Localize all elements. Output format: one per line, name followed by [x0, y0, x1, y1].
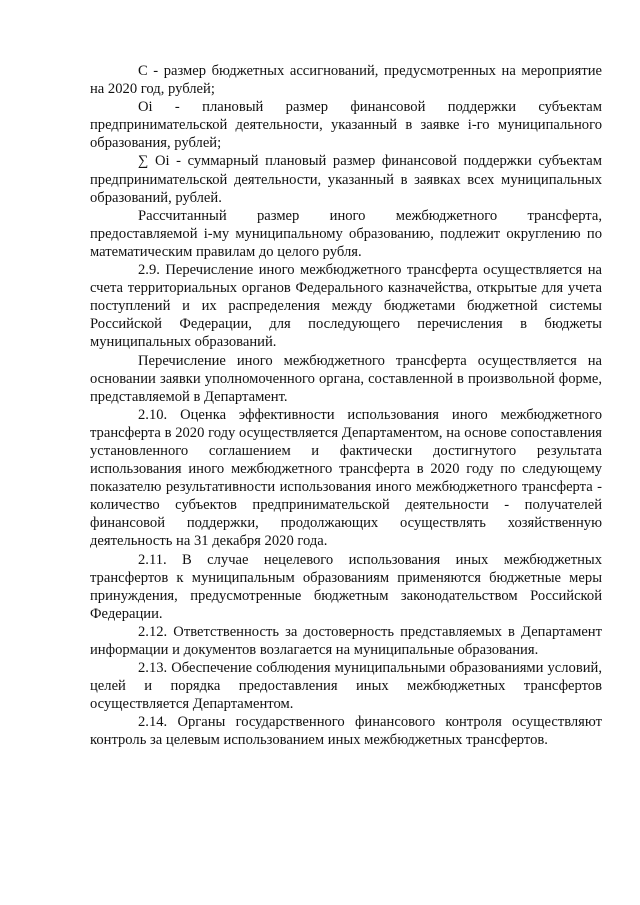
paragraph-2-11: 2.11. В случае нецелевого использования иных межбюджетных трансфертов к муниципальным образованиям применяются бюджетные меры принуждения, предусмотренные бюджетным законодательством Российской Федерации.	[90, 551, 602, 622]
paragraph-rounding: Рассчитанный размер иного межбюджетного трансферта, предоставляемой i-му муниципальному образованию, подлежит округлению по математическим правилам до целого рубля.	[90, 207, 602, 260]
paragraph-2-14: 2.14. Органы государственного финансового контроля осуществляют контроль за целевым использованием иных межбюджетных трансфертов.	[90, 714, 602, 749]
paragraph-2-12: 2.12. Ответственность за достоверность представляемых в Департамент информации и документов возлагается на муниципальные образования.	[90, 623, 602, 658]
paragraph-2-9: 2.9. Перечисление иного межбюджетного трансферта осуществляется на счета территориальных органов Федерального казначейства, открытые для учета поступлений и их распределения между бюджетами бюджетной системы Российской Федерации, для последующего перечисления в бюджеты муниципальных образований.	[90, 262, 602, 351]
paragraph-transfer-basis: Перечисление иного межбюджетного трансферта осуществляется на основании заявки уполномоченного органа, составленной в произвольной форме, представляемой в Департамент.	[90, 352, 602, 405]
paragraph-2-10: 2.10. Оценка эффективности использования иного межбюджетного трансферта в 2020 году осуществляется Департаментом, на основе сопоставления установленного соглашением и фактически достигнутого результата использования иного межбюджетного трансферта в 2020 году по следующему показателю результативности использования иного межбюджетного трансферта - количество субъектов предпринимательской деятельности - получателей финансовой поддержки, продолжающих осуществлять хозяйственную деятельность на 31 декабря 2020 года.	[90, 406, 602, 550]
paragraph-c-definition: С - размер бюджетных ассигнований, предусмотренных на мероприятие на 2020 год, рублей;	[90, 63, 602, 98]
paragraph-sum-oi-definition: ∑ Оi - суммарный плановый размер финансовой поддержки субъектам предпринимательской деятельности, указанный в заявках всех муниципальных образований, рублей.	[90, 153, 602, 206]
paragraph-2-13: 2.13. Обеспечение соблюдения муниципальными образованиями условий, целей и порядка предоставления иных межбюджетных трансфертов осуществляется Департаментом.	[90, 660, 602, 713]
paragraph-oi-definition: Оi - плановый размер финансовой поддержки субъектам предпринимательской деятельности, указанный в заявке i-го муниципального образования, рублей;	[90, 99, 602, 152]
document-page	[90, 62, 602, 750]
